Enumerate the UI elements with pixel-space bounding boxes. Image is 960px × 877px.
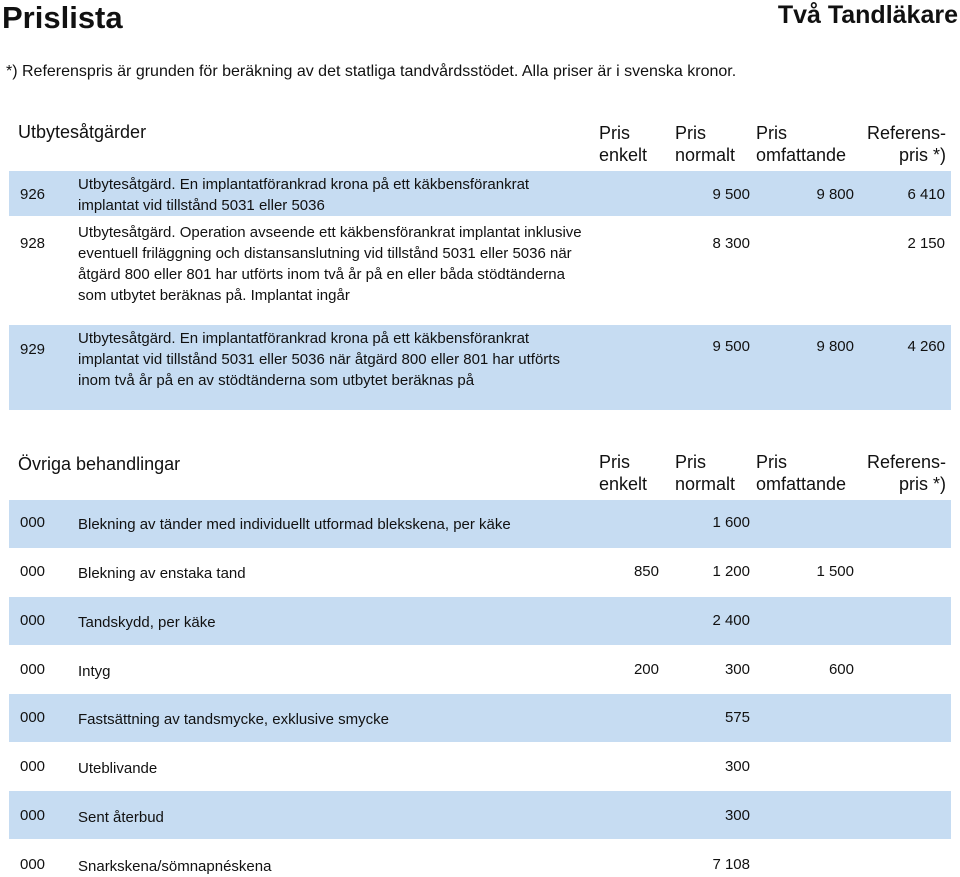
col-head-enkelt — [599, 451, 647, 495]
price-omfattande: 9 800 — [816, 338, 854, 355]
table-row — [9, 791, 951, 839]
col-head-line: enkelt — [599, 145, 648, 165]
price-normalt: 7 108 — [712, 856, 750, 873]
row-description: Utbytesåtgärd. En implantatförankrad krona på ett käkbensförankrat implantat vid tillstånd 5031 eller 5036 — [78, 176, 530, 214]
row-code: 000 — [20, 563, 46, 580]
row-description: Blekning av enstaka tand — [78, 565, 246, 582]
price-referens: 6 410 — [907, 186, 945, 203]
row-code: 929 — [20, 341, 46, 358]
price-enkelt: 200 — [633, 661, 659, 678]
row-code: 000 — [20, 856, 46, 873]
col-head-line: Pris — [599, 123, 630, 143]
row-description: Tandskydd, per käke — [78, 614, 216, 631]
price-omfattande: 1 500 — [816, 563, 854, 580]
price-normalt: 1 200 — [712, 563, 750, 580]
row-code: 926 — [20, 186, 46, 203]
table-row — [9, 325, 951, 410]
row-code: 000 — [20, 709, 46, 726]
row-description: Intyg — [78, 663, 111, 680]
col-head-normalt — [675, 122, 735, 166]
col-head-line: normalt — [675, 474, 736, 494]
price-normalt: 300 — [724, 758, 750, 775]
table-row — [9, 645, 951, 694]
reference-note: *) Referenspris är grunden för beräkning av det statliga tandvårdsstödet. Alla priser är i svenska kronor. — [6, 63, 737, 80]
page-title: Prislista — [2, 0, 123, 35]
col-head-line: Pris — [599, 452, 630, 472]
table-row — [9, 219, 951, 325]
price-referens: 4 260 — [907, 338, 945, 355]
col-head-normalt — [675, 451, 735, 495]
col-head-line: Pris — [675, 452, 706, 472]
col-head-referens — [867, 451, 946, 495]
col-head-line: pris *) — [898, 145, 946, 165]
col-head-enkelt — [599, 122, 647, 166]
price-normalt: 575 — [724, 709, 750, 726]
price-omfattande: 9 800 — [816, 186, 854, 203]
price-referens: 2 150 — [907, 235, 945, 252]
table-row — [9, 694, 951, 742]
col-head-line: Pris — [675, 123, 706, 143]
price-normalt: 9 500 — [712, 338, 750, 355]
row-description: Utbytesåtgärd. Operation avseende ett käkbensförankrat implantat inklusive eventuell friläggning och distansanslutning vid tillstånd 5031 eller 5036 när åtgärd 800 eller 801 har utförts inom två år på en eller båda stödtänderna som utbytet beräknas på. Implantat ingår — [78, 224, 582, 304]
col-head-line: omfattande — [756, 474, 847, 494]
price-normalt: 1 600 — [712, 514, 750, 531]
col-head-line: normalt — [675, 145, 736, 165]
col-head-line: Referens- — [866, 123, 946, 143]
table-row — [9, 500, 951, 548]
row-description: Utbytesåtgärd. En implantatförankrad krona på ett käkbensförankrat implantat vid tillstånd 5031 eller 5036 när åtgärd 800 eller 801 har utförts inom två år på en av stödtänderna som utbytet beräknas på — [78, 330, 560, 389]
table-row — [9, 171, 951, 216]
col-head-omfattande — [756, 122, 846, 166]
price-normalt: 300 — [724, 807, 750, 824]
col-head-line: Referens- — [866, 452, 946, 472]
col-head-line: Pris — [756, 452, 787, 472]
section-title-utbytes: Utbytesåtgärder — [18, 122, 147, 142]
section-title-ovriga: Övriga behandlingar — [18, 454, 181, 474]
table-row — [9, 742, 951, 791]
price-omfattande: 600 — [828, 661, 854, 678]
price-enkelt: 850 — [633, 563, 659, 580]
col-head-line: Pris — [756, 123, 787, 143]
col-head-line: pris *) — [898, 474, 946, 494]
brand-name: Två Tandläkare — [777, 1, 958, 29]
col-head-omfattande — [756, 451, 846, 495]
row-description: Uteblivande — [78, 760, 158, 777]
row-code: 000 — [20, 758, 46, 775]
row-description: Blekning av tänder med individuellt utformad blekskena, per käke — [78, 516, 511, 533]
row-code: 928 — [20, 235, 46, 252]
row-description: Fastsättning av tandsmycke, exklusive smycke — [78, 711, 389, 728]
row-code: 000 — [20, 514, 46, 531]
price-normalt: 9 500 — [712, 186, 750, 203]
price-normalt: 8 300 — [712, 235, 750, 252]
table-row — [9, 548, 951, 596]
row-code: 000 — [20, 661, 46, 678]
row-description: Sent återbud — [78, 809, 164, 826]
table-row — [9, 597, 951, 645]
col-head-line: omfattande — [756, 145, 847, 165]
row-code: 000 — [20, 612, 46, 629]
col-head-line: enkelt — [599, 474, 648, 494]
row-description: Snarkskena/sömnapnéskena — [78, 858, 272, 875]
col-head-referens — [867, 122, 946, 166]
price-normalt: 300 — [724, 661, 750, 678]
table-row — [9, 839, 951, 875]
row-code: 000 — [20, 807, 46, 824]
price-normalt: 2 400 — [712, 612, 750, 629]
